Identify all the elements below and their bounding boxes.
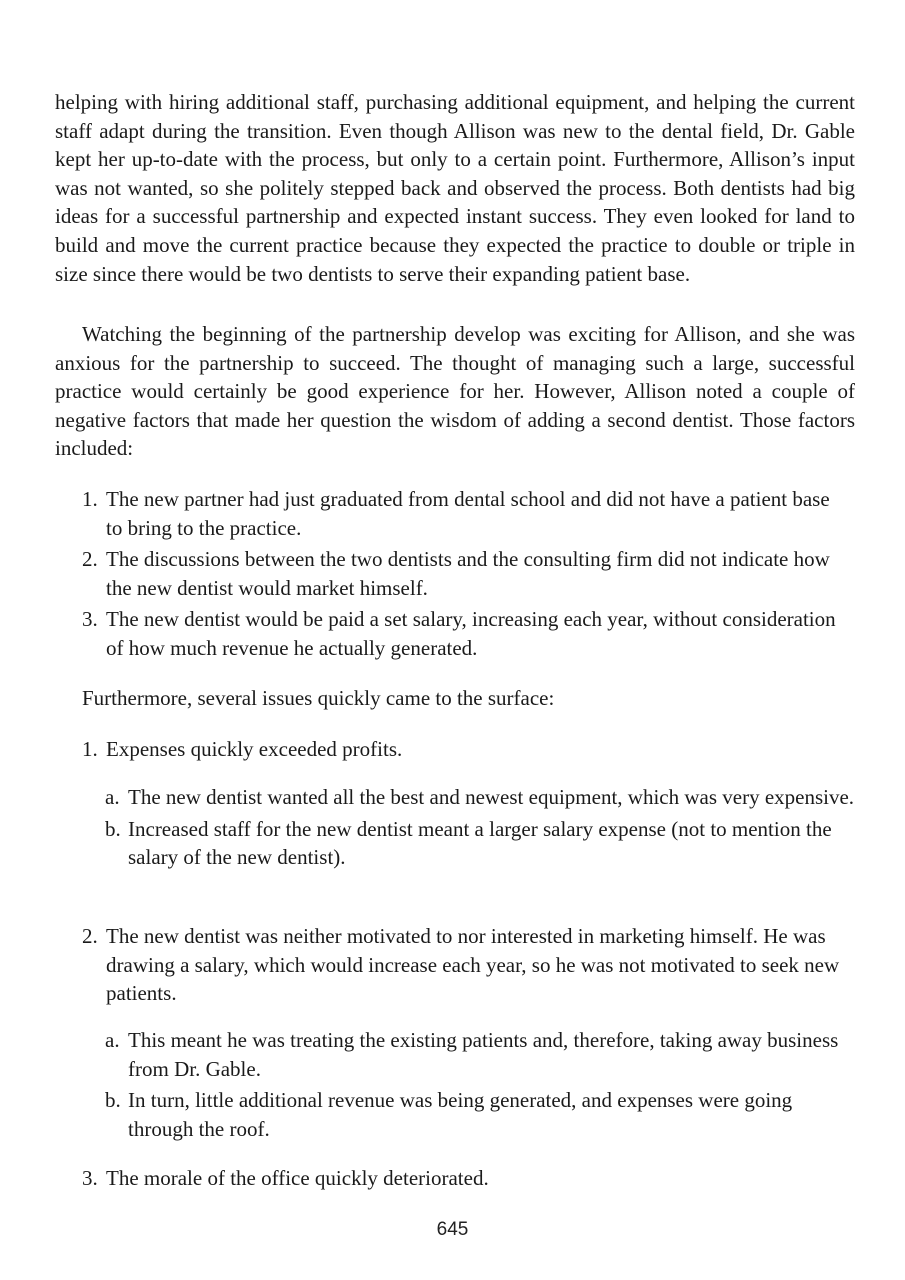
list-item <box>82 922 866 1008</box>
sub-list <box>105 783 865 875</box>
list-number: 2. <box>82 924 98 948</box>
list-item-text: The discussions between the two dentists and the consulting firm did not indicate how the new dentist would market himself. <box>106 547 830 600</box>
sub-list-item <box>105 815 865 872</box>
list-letter: a. <box>105 1028 120 1052</box>
sub-list-item <box>105 783 865 812</box>
list-item <box>82 605 842 662</box>
list-item-text: The new dentist wanted all the best and newest equipment, which was very expensive. <box>128 785 855 809</box>
list-item-text: Expenses quickly exceeded profits. <box>106 737 403 761</box>
body-paragraph: Watching the beginning of the partnership develop was exciting for Allison, and she was anxious for the partnership to succeed. The thought of managing such a large, successful practice would certainly be good experience for her. However, Allison noted a couple of negative factors that made her question the wisdom of adding a second dentist. Those factors included: <box>55 322 855 461</box>
list-item-text: The morale of the office quickly deteriorated. <box>106 1166 489 1190</box>
list-letter: b. <box>105 1088 121 1113</box>
factors-list <box>82 485 842 666</box>
page-number: 645 <box>436 1219 469 1240</box>
sub-list-item <box>105 1026 845 1083</box>
list-item-text: This meant he was treating the existing patients and, therefore, taking away business from Dr. Gable. <box>128 1028 839 1081</box>
issues-intro: Furthermore, several issues quickly came to the surface: <box>82 686 555 710</box>
list-item-text: In turn, little additional revenue was being generated, and expenses were going through the roof. <box>128 1088 793 1141</box>
list-number: 1. <box>82 487 98 511</box>
list-number: 2. <box>82 547 98 572</box>
list-number: 1. <box>82 737 98 761</box>
list-item-text: Increased staff for the new dentist meant a larger salary expense (not to mention the salary of the new dentist). <box>128 816 832 870</box>
list-item <box>82 485 842 542</box>
list-item-text: The new dentist was neither motivated to nor interested in marketing himself. He was drawing a salary, which would increase each year, so he was not motivated to seek new patients. <box>106 924 840 1006</box>
list-letter: a. <box>105 785 120 809</box>
list-number: 3. <box>82 607 98 632</box>
list-letter: b. <box>105 816 121 841</box>
list-item <box>82 735 866 764</box>
list-item <box>82 1164 866 1193</box>
list-item-text: The new partner had just graduated from dental school and did not have a patient base to bring to the practice. <box>106 487 830 540</box>
list-item <box>82 545 842 602</box>
sub-list <box>105 1026 845 1146</box>
body-paragraph: helping with hiring additional staff, purchasing additional equipment, and helping the current staff adapt during the transition. Even though Allison was new to the dental field, Dr. Gable kept her up-to-date with the process, but only to a certain point. Furthermore, Allison’s input was not wanted, so she politely stepped back and observed the process. Both dentists had big ideas for a successful partnership and expected instant success. They even looked for land to build and move the current practice because they expected the practice to double or triple in size since there would be two dentists to serve their expanding patient base. <box>55 90 855 286</box>
list-item-text: The new dentist would be paid a set salary, increasing each year, without consideration of how much revenue he actually generated. <box>106 607 836 660</box>
list-number: 3. <box>82 1166 98 1190</box>
sub-list-item <box>105 1086 845 1143</box>
